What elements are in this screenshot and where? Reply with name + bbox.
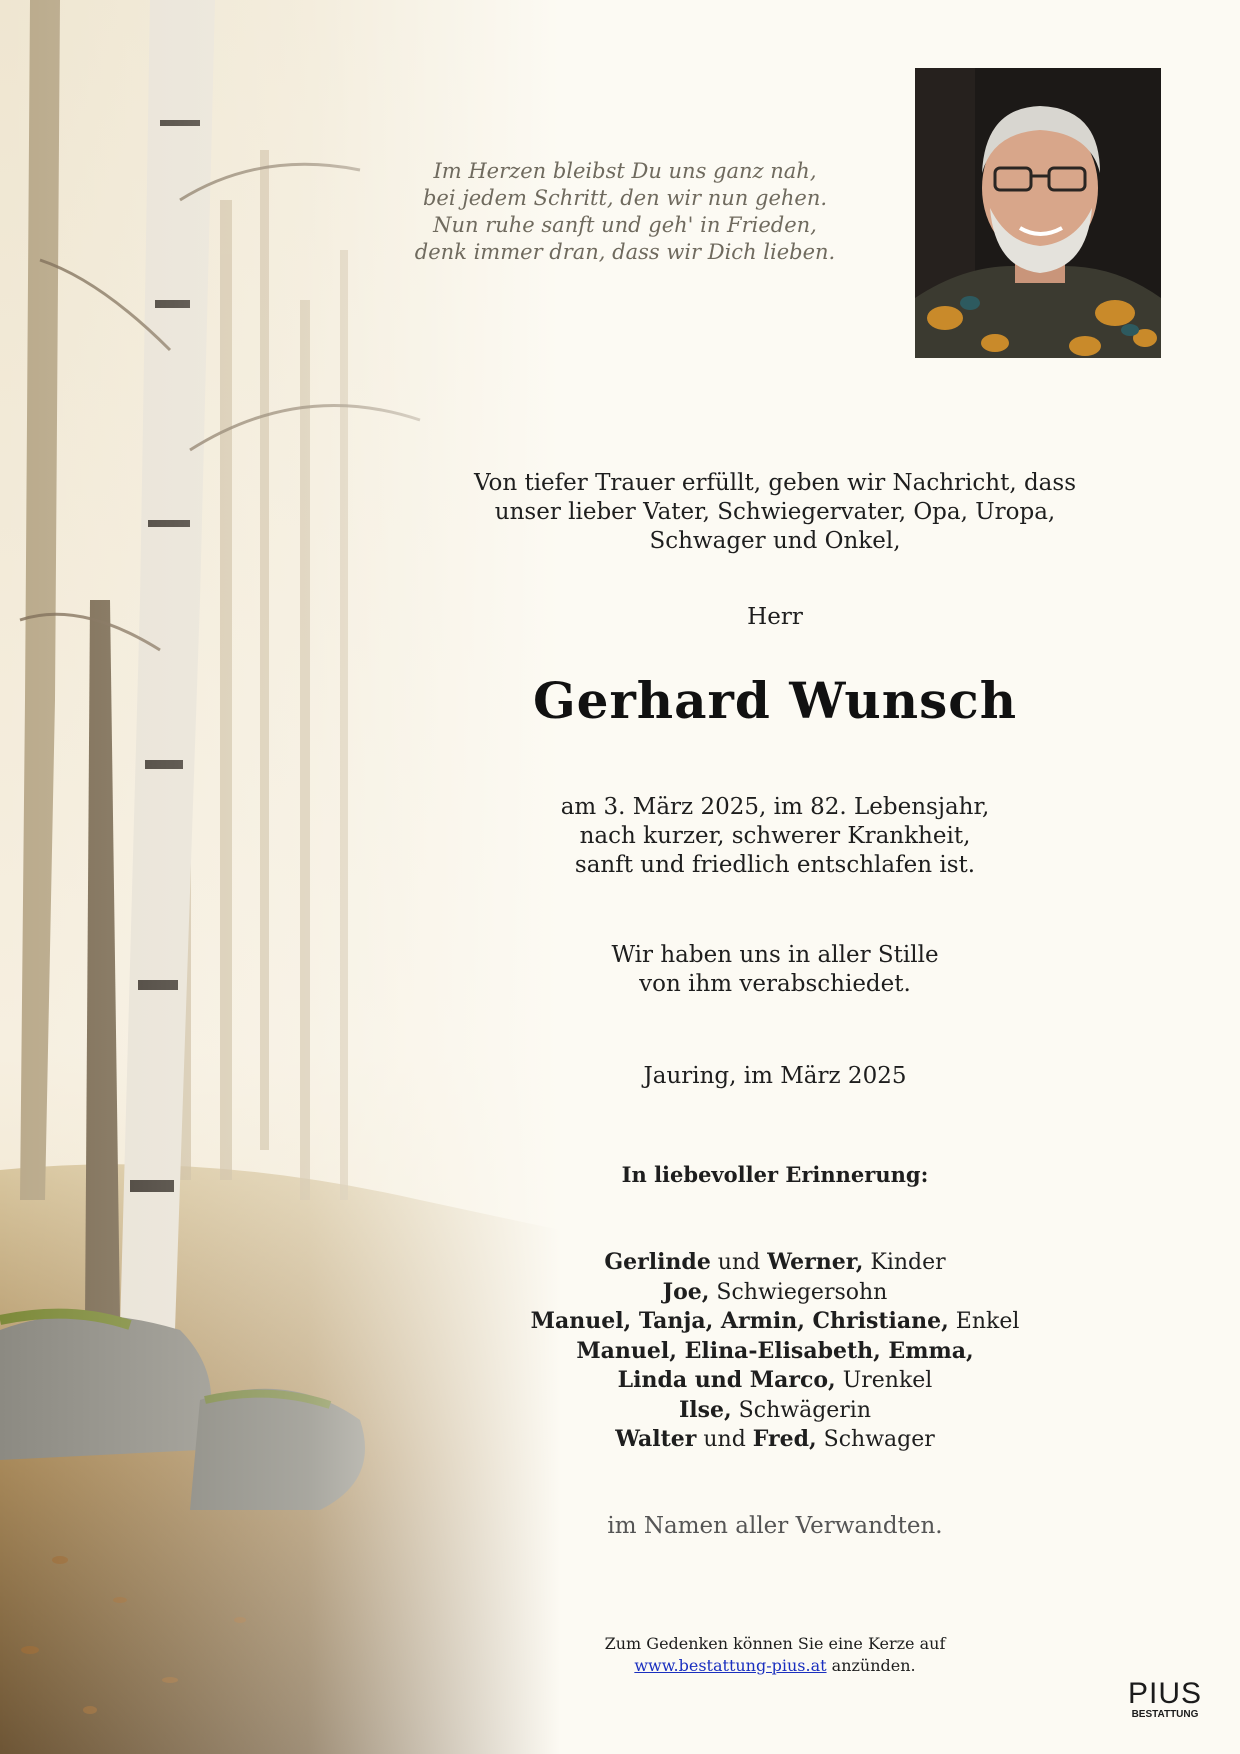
mourner-line: Joe, Schwiegersohn xyxy=(662,1278,888,1305)
farewell-line: Wir haben uns in aller Stille xyxy=(611,942,939,968)
mourners-list xyxy=(460,1248,1090,1455)
poem-line: denk immer dran, dass wir Dich lieben. xyxy=(414,240,836,264)
announcement-intro xyxy=(460,469,1090,556)
candle-line: Zum Gedenken können Sie eine Kerze auf xyxy=(604,1634,946,1653)
candle-line: www.bestattung-pius.at anzünden. xyxy=(634,1656,916,1675)
mourner-line: Manuel, Tanja, Armin, Christiane, Enkel xyxy=(530,1308,1020,1334)
mourner-line: Linda und Marco, Urenkel xyxy=(617,1367,933,1393)
poem-line: Im Herzen bleibst Du uns ganz nah, xyxy=(433,159,817,183)
poem-line: Nun ruhe sanft und geh' in Frieden, xyxy=(433,213,817,237)
intro-line: Von tiefer Trauer erfüllt, geben wir Nachricht, dass xyxy=(473,470,1077,496)
death-line: sanft und friedlich entschlafen ist. xyxy=(574,852,976,878)
candle-note xyxy=(460,1633,1090,1677)
death-line: am 3. März 2025, im 82. Lebensjahr, xyxy=(560,794,990,820)
farewell-line: von ihm verabschiedet. xyxy=(639,971,911,997)
intro-line: Schwager und Onkel, xyxy=(649,528,901,554)
logo-brand: PIUS xyxy=(1127,1677,1203,1710)
death-details xyxy=(460,793,1090,880)
mourner-line: Gerlinde und Werner, Kinder xyxy=(604,1249,946,1275)
mourner-line: Manuel, Elina-Elisabeth, Emma, xyxy=(576,1337,974,1364)
website-link[interactable]: www.bestattung-pius.at xyxy=(634,1656,827,1675)
pius-bestattung-logo xyxy=(1120,1673,1210,1723)
salutation: Herr xyxy=(747,604,803,630)
death-line: nach kurzer, schwerer Krankheit, xyxy=(579,823,971,849)
memorial-poem xyxy=(370,158,880,266)
logo-subtitle: BESTATTUNG xyxy=(1131,1709,1199,1720)
mourner-line: Walter und Fred, Schwager xyxy=(615,1426,935,1452)
deceased-name: Gerhard Wunsch xyxy=(532,671,1018,730)
deceased-portrait-photo xyxy=(915,68,1161,358)
farewell-note xyxy=(460,941,1090,999)
mourner-line: Ilse, Schwägerin xyxy=(678,1396,872,1423)
intro-line: unser lieber Vater, Schwiegervater, Opa, Uropa, xyxy=(494,499,1056,525)
place-date: Jauring, im März 2025 xyxy=(643,1063,907,1089)
memory-heading: In liebevoller Erinnerung: xyxy=(621,1162,929,1187)
poem-line: bei jedem Schritt, den wir nun gehen. xyxy=(422,186,828,210)
relatives-note: im Namen aller Verwandten. xyxy=(607,1513,943,1539)
